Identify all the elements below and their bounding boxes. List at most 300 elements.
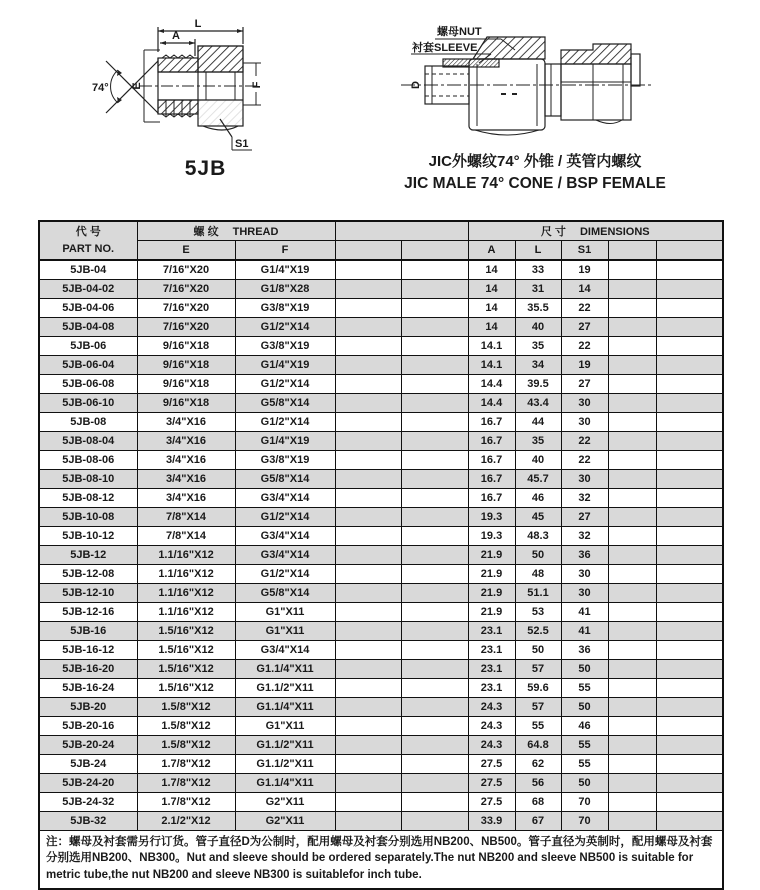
- table-row: [39, 508, 723, 527]
- cell-dim-a: 14.1: [468, 337, 515, 356]
- cell-thread-f: G1"X11: [235, 622, 335, 641]
- cell-blank: [608, 394, 656, 413]
- cell-dim-a: 27.5: [468, 774, 515, 793]
- cell-dim-l: 35.5: [515, 299, 561, 318]
- header-col-e: E: [137, 241, 235, 261]
- cell-blank: [401, 641, 468, 660]
- header-row-2: [39, 241, 723, 261]
- cell-dim-l: 50: [515, 641, 561, 660]
- cell-thread-f: G3/8"X19: [235, 451, 335, 470]
- cell-part-no: 5JB-24-32: [39, 793, 137, 812]
- cell-blank: [608, 280, 656, 299]
- cell-blank: [335, 584, 401, 603]
- cell-thread-e: 1.1/16"X12: [137, 546, 235, 565]
- cell-part-no: 5JB-06-08: [39, 375, 137, 394]
- cell-blank: [608, 318, 656, 337]
- cell-dim-s1: 22: [561, 299, 608, 318]
- title-block: [335, 151, 735, 195]
- cell-part-no: 5JB-24: [39, 755, 137, 774]
- cell-dim-a: 14: [468, 318, 515, 337]
- header-dimensions-en: DIMENSIONS: [579, 226, 650, 238]
- cell-dim-l: 45.7: [515, 470, 561, 489]
- cell-blank: [608, 679, 656, 698]
- cell-dim-l: 34: [515, 356, 561, 375]
- cell-thread-f: G3/4"X14: [235, 641, 335, 660]
- cell-dim-s1: 22: [561, 432, 608, 451]
- cell-blank: [656, 280, 723, 299]
- cell-thread-f: G3/4"X14: [235, 489, 335, 508]
- cell-dim-s1: 46: [561, 717, 608, 736]
- cell-part-no: 5JB-10-12: [39, 527, 137, 546]
- cell-blank: [656, 470, 723, 489]
- cell-dim-a: 16.7: [468, 470, 515, 489]
- cell-dim-l: 52.5: [515, 622, 561, 641]
- cell-dim-s1: 30: [561, 470, 608, 489]
- cell-blank: [608, 337, 656, 356]
- cell-dim-s1: 36: [561, 641, 608, 660]
- cell-dim-l: 48: [515, 565, 561, 584]
- cell-blank: [656, 622, 723, 641]
- cell-dim-s1: 55: [561, 679, 608, 698]
- cell-blank: [608, 565, 656, 584]
- cell-part-no: 5JB-06-10: [39, 394, 137, 413]
- cell-blank: [401, 394, 468, 413]
- cell-dim-l: 57: [515, 660, 561, 679]
- cell-dim-s1: 50: [561, 698, 608, 717]
- cell-blank: [335, 451, 401, 470]
- cell-dim-a: 16.7: [468, 432, 515, 451]
- cell-blank: [656, 260, 723, 280]
- cell-blank: [656, 660, 723, 679]
- cell-blank: [335, 260, 401, 280]
- cell-dim-a: 23.1: [468, 641, 515, 660]
- cell-blank: [401, 774, 468, 793]
- dim-D-label: D: [410, 81, 422, 89]
- cell-part-no: 5JB-12: [39, 546, 137, 565]
- cell-blank: [656, 603, 723, 622]
- table-row: [39, 451, 723, 470]
- cell-dim-a: 19.3: [468, 527, 515, 546]
- cell-dim-s1: 14: [561, 280, 608, 299]
- cell-blank: [656, 755, 723, 774]
- cell-thread-e: 1.5/16"X12: [137, 679, 235, 698]
- cell-thread-e: 7/16"X20: [137, 260, 235, 280]
- header-blank-cell: [401, 241, 468, 261]
- cell-blank: [401, 679, 468, 698]
- cell-thread-f: G1.1/4"X11: [235, 660, 335, 679]
- table-footer: [39, 831, 723, 889]
- cell-blank: [335, 394, 401, 413]
- cell-blank: [608, 793, 656, 812]
- cell-dim-s1: 50: [561, 774, 608, 793]
- cell-thread-e: 9/16"X18: [137, 337, 235, 356]
- cell-blank: [335, 774, 401, 793]
- title-english: JIC MALE 74° CONE / BSP FEMALE: [404, 175, 666, 192]
- cell-blank: [656, 394, 723, 413]
- table-body: [39, 260, 723, 831]
- cell-blank: [335, 413, 401, 432]
- cell-dim-a: 24.3: [468, 698, 515, 717]
- table-row: [39, 394, 723, 413]
- cell-blank: [335, 812, 401, 831]
- dim-A-label: A: [172, 30, 180, 42]
- cell-blank: [656, 375, 723, 394]
- cell-part-no: 5JB-16-20: [39, 660, 137, 679]
- cell-blank: [656, 736, 723, 755]
- cell-blank: [335, 337, 401, 356]
- cell-blank: [608, 755, 656, 774]
- cell-part-no: 5JB-04-06: [39, 299, 137, 318]
- dim-F-label: F: [251, 81, 263, 89]
- cell-thread-e: 9/16"X18: [137, 394, 235, 413]
- cell-thread-e: 1.5/16"X12: [137, 660, 235, 679]
- cell-part-no: 5JB-04: [39, 260, 137, 280]
- cell-thread-e: 1.5/8"X12: [137, 717, 235, 736]
- cell-part-no: 5JB-08-12: [39, 489, 137, 508]
- cell-blank: [335, 698, 401, 717]
- cell-blank: [401, 413, 468, 432]
- cell-blank: [335, 356, 401, 375]
- cell-part-no: 5JB-20: [39, 698, 137, 717]
- cell-blank: [401, 489, 468, 508]
- cell-blank: [335, 565, 401, 584]
- header-col-f: F: [235, 241, 335, 261]
- dim-S1-label: S1: [235, 138, 249, 150]
- cell-blank: [335, 755, 401, 774]
- header-part-no-en: PART NO.: [62, 242, 115, 255]
- cell-thread-e: 1.5/8"X12: [137, 698, 235, 717]
- cell-part-no: 5JB-20-16: [39, 717, 137, 736]
- header-dimensions-zh: 尺 寸: [540, 226, 566, 238]
- cell-blank: [335, 508, 401, 527]
- header-part-no-zh: 代 号: [75, 225, 101, 238]
- cell-dim-a: 21.9: [468, 603, 515, 622]
- cell-blank: [608, 470, 656, 489]
- cell-part-no: 5JB-08: [39, 413, 137, 432]
- cell-part-no: 5JB-12-08: [39, 565, 137, 584]
- cell-thread-f: G1/4"X19: [235, 356, 335, 375]
- cell-part-no: 5JB-32: [39, 812, 137, 831]
- cell-dim-s1: 55: [561, 755, 608, 774]
- cell-blank: [335, 432, 401, 451]
- cell-blank: [335, 641, 401, 660]
- cell-blank: [656, 774, 723, 793]
- cell-dim-a: 14.1: [468, 356, 515, 375]
- table-row: [39, 280, 723, 299]
- cell-dim-a: 16.7: [468, 489, 515, 508]
- cell-thread-e: 3/4"X16: [137, 432, 235, 451]
- cell-part-no: 5JB-12-16: [39, 603, 137, 622]
- cell-thread-e: 1.1/16"X12: [137, 584, 235, 603]
- cell-thread-e: 1.1/16"X12: [137, 565, 235, 584]
- cell-thread-e: 3/4"X16: [137, 413, 235, 432]
- cell-thread-f: G3/4"X14: [235, 527, 335, 546]
- cell-blank: [656, 565, 723, 584]
- spec-table: [38, 220, 724, 890]
- cell-blank: [401, 451, 468, 470]
- cell-blank: [608, 375, 656, 394]
- cell-blank: [401, 565, 468, 584]
- cell-blank: [401, 546, 468, 565]
- cell-thread-e: 7/16"X20: [137, 280, 235, 299]
- cell-thread-e: 1.7/8"X12: [137, 774, 235, 793]
- cell-blank: [335, 318, 401, 337]
- cell-dim-l: 39.5: [515, 375, 561, 394]
- header-thread-en: THREAD: [232, 226, 279, 238]
- cell-dim-s1: 30: [561, 394, 608, 413]
- cell-dim-s1: 41: [561, 603, 608, 622]
- cell-dim-l: 46: [515, 489, 561, 508]
- header-thread: [137, 221, 335, 241]
- cell-blank: [656, 527, 723, 546]
- cell-dim-s1: 30: [561, 584, 608, 603]
- table-row: [39, 603, 723, 622]
- title-chinese: JIC外螺纹74° 外锥 / 英管内螺纹: [428, 153, 642, 170]
- cell-blank: [656, 337, 723, 356]
- cell-dim-s1: 36: [561, 546, 608, 565]
- cell-blank: [656, 546, 723, 565]
- cell-dim-s1: 70: [561, 793, 608, 812]
- cell-dim-s1: 27: [561, 508, 608, 527]
- cell-dim-a: 27.5: [468, 793, 515, 812]
- cell-blank: [335, 660, 401, 679]
- cell-dim-s1: 30: [561, 413, 608, 432]
- cell-part-no: 5JB-04-08: [39, 318, 137, 337]
- product-code: 5JB: [184, 157, 227, 180]
- cell-dim-l: 67: [515, 812, 561, 831]
- cell-blank: [401, 432, 468, 451]
- cell-thread-f: G1.1/2"X11: [235, 736, 335, 755]
- cell-dim-a: 23.1: [468, 660, 515, 679]
- cell-blank: [656, 717, 723, 736]
- cell-dim-l: 33: [515, 260, 561, 280]
- cell-part-no: 5JB-20-24: [39, 736, 137, 755]
- table-row: [39, 470, 723, 489]
- note-text: 注：螺母及衬套需另行订货。管子直径D为公制时，配用螺母及衬套分别选用NB200、NB500。管子直径为英制时，配用螺母及衬套分别选用NB200、NB300。Nut and sleeve should be ordered separately.The nut NB200 and sleeve NB500 is suitable for metric tube,the nut NB200 and sleeve NB300 is suitablefor inch tube.: [39, 831, 723, 889]
- cell-blank: [335, 299, 401, 318]
- cell-blank: [608, 774, 656, 793]
- cell-dim-l: 62: [515, 755, 561, 774]
- table-row: [39, 641, 723, 660]
- cell-dim-a: 23.1: [468, 679, 515, 698]
- table-row: [39, 698, 723, 717]
- cell-thread-e: 1.5/8"X12: [137, 736, 235, 755]
- table-row: [39, 774, 723, 793]
- assembly-drawing: [393, 6, 703, 159]
- table-row: [39, 736, 723, 755]
- table-row: [39, 489, 723, 508]
- cell-blank: [656, 812, 723, 831]
- cell-thread-e: 3/4"X16: [137, 470, 235, 489]
- table-row: [39, 584, 723, 603]
- cell-dim-l: 44: [515, 413, 561, 432]
- cell-blank: [608, 451, 656, 470]
- cell-blank: [656, 641, 723, 660]
- cell-blank: [335, 375, 401, 394]
- table-row: [39, 622, 723, 641]
- cell-blank: [656, 318, 723, 337]
- cell-dim-l: 57: [515, 698, 561, 717]
- cell-dim-s1: 30: [561, 565, 608, 584]
- cell-thread-f: G3/4"X14: [235, 546, 335, 565]
- cell-dim-l: 40: [515, 318, 561, 337]
- cone-angle-label: 74°: [92, 82, 109, 94]
- cell-blank: [656, 451, 723, 470]
- header-blank-mid: [335, 221, 468, 241]
- cell-blank: [608, 622, 656, 641]
- cell-blank: [656, 489, 723, 508]
- table-row: [39, 679, 723, 698]
- cell-thread-f: G1.1/4"X11: [235, 698, 335, 717]
- table-row: [39, 660, 723, 679]
- header-thread-zh: 螺 纹: [193, 226, 219, 238]
- table-row: [39, 793, 723, 812]
- table-row: [39, 527, 723, 546]
- cell-blank: [608, 660, 656, 679]
- cell-dim-a: 14: [468, 280, 515, 299]
- cell-thread-f: G1/4"X19: [235, 432, 335, 451]
- cell-blank: [656, 356, 723, 375]
- cell-dim-l: 43.4: [515, 394, 561, 413]
- cell-dim-s1: 32: [561, 527, 608, 546]
- cell-thread-e: 9/16"X18: [137, 375, 235, 394]
- cell-thread-e: 7/8"X14: [137, 527, 235, 546]
- cell-dim-s1: 50: [561, 660, 608, 679]
- cell-thread-f: G5/8"X14: [235, 394, 335, 413]
- cell-dim-l: 50: [515, 546, 561, 565]
- cell-blank: [401, 755, 468, 774]
- cell-blank: [608, 432, 656, 451]
- cell-part-no: 5JB-12-10: [39, 584, 137, 603]
- cell-blank: [608, 489, 656, 508]
- cell-blank: [401, 622, 468, 641]
- nut-label: 螺母NUT: [437, 26, 482, 38]
- cell-blank: [401, 508, 468, 527]
- header-col-l: L: [515, 241, 561, 261]
- cell-blank: [608, 356, 656, 375]
- cell-blank: [401, 299, 468, 318]
- cell-dim-a: 33.9: [468, 812, 515, 831]
- cell-blank: [401, 375, 468, 394]
- cell-blank: [656, 508, 723, 527]
- cell-blank: [401, 337, 468, 356]
- cell-blank: [335, 470, 401, 489]
- dim-E-label: E: [131, 82, 143, 90]
- cell-dim-s1: 27: [561, 375, 608, 394]
- cell-thread-f: G1.1/2"X11: [235, 755, 335, 774]
- cell-dim-a: 21.9: [468, 584, 515, 603]
- cell-dim-a: 14: [468, 299, 515, 318]
- cell-thread-f: G1/2"X14: [235, 508, 335, 527]
- cell-part-no: 5JB-08-10: [39, 470, 137, 489]
- cell-dim-a: 14.4: [468, 394, 515, 413]
- cell-dim-l: 51.1: [515, 584, 561, 603]
- table-row: [39, 375, 723, 394]
- cell-thread-e: 7/8"X14: [137, 508, 235, 527]
- cell-thread-e: 9/16"X18: [137, 356, 235, 375]
- fitting-section-drawing: [48, 6, 313, 159]
- cell-part-no: 5JB-08-06: [39, 451, 137, 470]
- cell-part-no: 5JB-10-08: [39, 508, 137, 527]
- cell-dim-a: 19.3: [468, 508, 515, 527]
- cell-thread-e: 7/16"X20: [137, 318, 235, 337]
- header-part-no: [39, 221, 137, 260]
- header-row-1: [39, 221, 723, 241]
- cell-thread-f: G2"X11: [235, 812, 335, 831]
- cell-blank: [656, 413, 723, 432]
- cell-part-no: 5JB-16: [39, 622, 137, 641]
- table-row: [39, 717, 723, 736]
- cell-dim-a: 21.9: [468, 546, 515, 565]
- table-row: [39, 299, 723, 318]
- note-row: [39, 831, 723, 889]
- cell-blank: [335, 717, 401, 736]
- cell-blank: [335, 793, 401, 812]
- cell-blank: [608, 698, 656, 717]
- cell-thread-f: G1/2"X14: [235, 318, 335, 337]
- cell-dim-a: 16.7: [468, 451, 515, 470]
- table-row: [39, 432, 723, 451]
- cell-dim-s1: 41: [561, 622, 608, 641]
- cell-thread-f: G1.1/4"X11: [235, 774, 335, 793]
- cell-thread-e: 1.7/8"X12: [137, 755, 235, 774]
- cell-blank: [401, 812, 468, 831]
- cell-blank: [401, 698, 468, 717]
- cell-thread-f: G3/8"X19: [235, 337, 335, 356]
- cell-part-no: 5JB-24-20: [39, 774, 137, 793]
- cell-thread-e: 1.5/16"X12: [137, 641, 235, 660]
- cell-dim-l: 48.3: [515, 527, 561, 546]
- cell-dim-l: 45: [515, 508, 561, 527]
- cell-blank: [608, 641, 656, 660]
- header-blank-cell: [656, 241, 723, 261]
- cell-blank: [608, 527, 656, 546]
- cell-part-no: 5JB-06-04: [39, 356, 137, 375]
- cell-thread-f: G5/8"X14: [235, 584, 335, 603]
- cell-blank: [401, 356, 468, 375]
- cell-blank: [401, 660, 468, 679]
- header-dimensions: [468, 221, 723, 241]
- cell-dim-s1: 32: [561, 489, 608, 508]
- cell-dim-a: 16.7: [468, 413, 515, 432]
- table-row: [39, 565, 723, 584]
- header-blank-cell: [608, 241, 656, 261]
- cell-blank: [608, 413, 656, 432]
- cell-blank: [656, 299, 723, 318]
- cell-blank: [335, 622, 401, 641]
- cell-blank: [608, 260, 656, 280]
- cell-thread-e: 1.1/16"X12: [137, 603, 235, 622]
- cell-part-no: 5JB-16-24: [39, 679, 137, 698]
- cell-dim-l: 31: [515, 280, 561, 299]
- cell-blank: [608, 299, 656, 318]
- cell-thread-f: G1"X11: [235, 717, 335, 736]
- cell-blank: [656, 679, 723, 698]
- table-row: [39, 318, 723, 337]
- cell-thread-e: 2.1/2"X12: [137, 812, 235, 831]
- table-row: [39, 260, 723, 280]
- table-row: [39, 337, 723, 356]
- cell-dim-a: 14.4: [468, 375, 515, 394]
- cell-thread-f: G1/2"X14: [235, 413, 335, 432]
- cell-dim-l: 59.6: [515, 679, 561, 698]
- cell-blank: [401, 603, 468, 622]
- cell-blank: [401, 318, 468, 337]
- cell-blank: [401, 470, 468, 489]
- cell-dim-s1: 27: [561, 318, 608, 337]
- cell-thread-f: G3/8"X19: [235, 299, 335, 318]
- cell-dim-l: 35: [515, 432, 561, 451]
